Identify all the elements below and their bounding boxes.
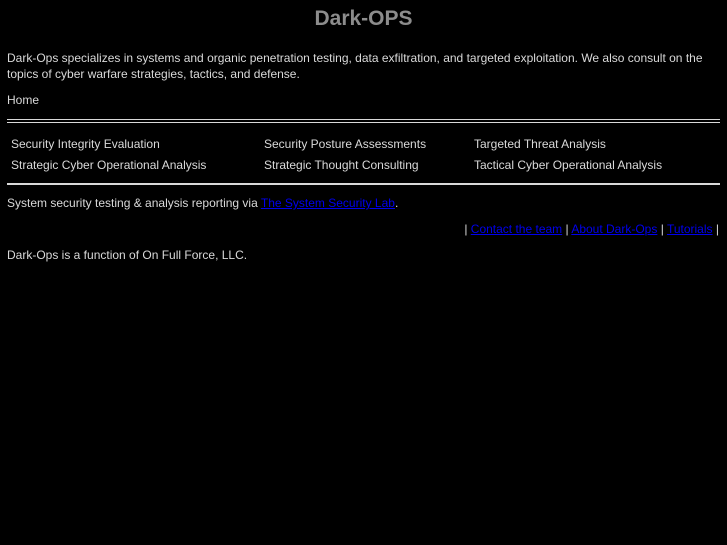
home-link[interactable]: Home [7, 93, 40, 107]
about-dark-ops-link[interactable]: About Dark-Ops [571, 222, 658, 236]
service-tactical-cyber-operational-analysis: Tactical Cyber Operational Analysis [474, 158, 663, 172]
services-grid [11, 137, 720, 181]
footer-separator: | [464, 222, 468, 236]
service-security-posture-assessments: Security Posture Assessments [264, 137, 427, 151]
service-targeted-threat-analysis: Targeted Threat Analysis [474, 137, 606, 151]
lab-suffix: . [394, 196, 399, 210]
footer-separator: | [565, 222, 569, 236]
bottom-divider [7, 183, 720, 185]
system-security-lab-link[interactable]: The System Security Lab [260, 196, 395, 210]
lab-reporting-line [7, 196, 398, 210]
intro-paragraph: Dark-Ops specializes in systems and organic penetration testing, data exfiltration, and targeted exploitation. We also consult on the topics of cyber warfare strategies, tactics, and defense. [7, 51, 703, 81]
company-credit: Dark-Ops is a function of On Full Force, LLC. [7, 248, 248, 262]
service-strategic-cyber-operational-analysis: Strategic Cyber Operational Analysis [11, 158, 207, 172]
contact-team-link[interactable]: Contact the team [470, 222, 563, 236]
tutorials-link[interactable]: Tutorials [666, 222, 713, 236]
footer-separator: | [660, 222, 664, 236]
service-security-integrity-evaluation: Security Integrity Evaluation [11, 137, 160, 151]
footer-links [464, 222, 719, 236]
lab-prefix: System security testing & analysis reporting via [7, 196, 261, 210]
footer-separator: | [715, 222, 719, 236]
page-title: Dark-OPS [314, 7, 413, 30]
top-divider [7, 119, 720, 123]
service-strategic-thought-consulting: Strategic Thought Consulting [264, 158, 419, 172]
